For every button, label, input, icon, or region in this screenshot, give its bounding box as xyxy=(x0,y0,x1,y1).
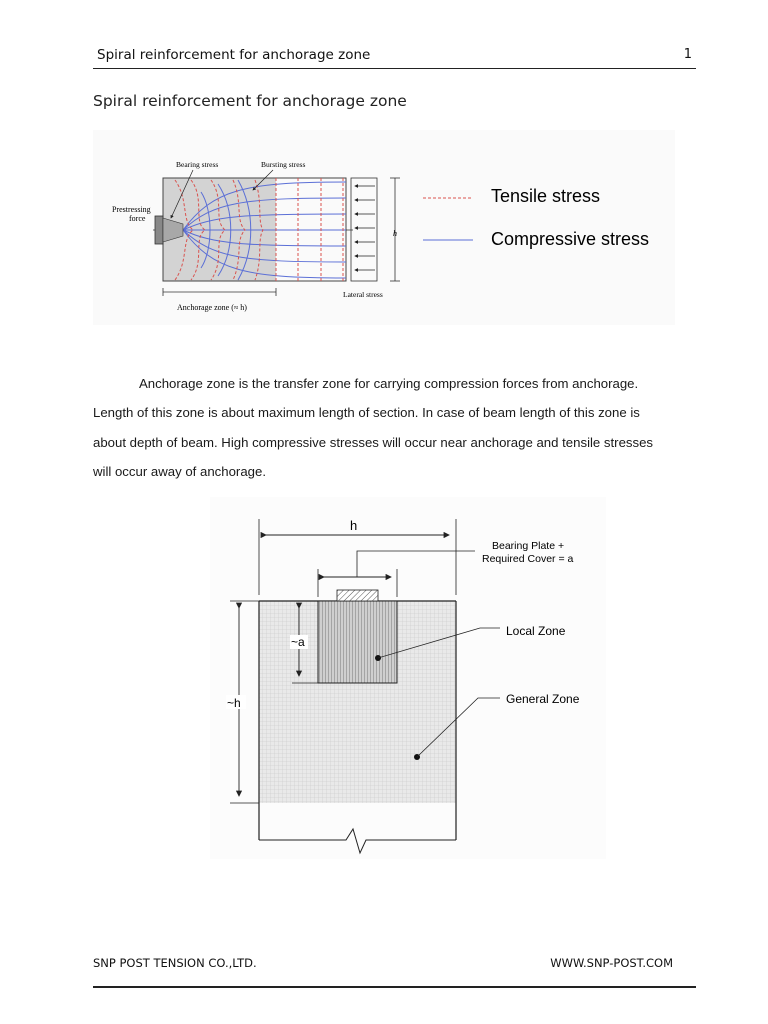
bursting-stress-label: Bursting stress xyxy=(261,160,306,169)
local-zone-area xyxy=(318,601,397,683)
h-label: h xyxy=(393,229,397,238)
legend-tensile-label: Tensile stress xyxy=(491,186,601,206)
lateral-stress-arrows xyxy=(355,186,375,270)
force-label: force xyxy=(129,214,146,223)
h-depth-label: ~h xyxy=(227,696,241,710)
footer-url: WWW.SNP-POST.COM xyxy=(550,956,673,970)
general-zone-label: General Zone xyxy=(506,692,580,706)
local-zone-label: Local Zone xyxy=(506,624,566,638)
h-top-label: h xyxy=(350,518,358,533)
document-title: Spiral reinforcement for anchorage zone xyxy=(93,92,407,110)
bearing-plate xyxy=(337,590,378,601)
zone-diagram xyxy=(210,497,606,859)
prestressing-label: Prestressing xyxy=(112,205,151,214)
bearing-plate-label-line1: Bearing Plate + xyxy=(492,540,565,552)
lateral-stress-label: Lateral stress xyxy=(343,290,383,299)
footer-company: SNP POST TENSION CO.,LTD. xyxy=(93,956,257,970)
bearing-stress-label: Bearing stress xyxy=(176,160,219,169)
page-header xyxy=(93,44,696,69)
bearing-plate-label-line2: Required Cover = a xyxy=(482,553,574,565)
anchorage-stress-figure xyxy=(93,130,675,325)
legend-compressive-label: Compressive stress xyxy=(491,229,650,249)
anchorage-zone-label: Anchorage zone (≈ h) xyxy=(177,303,247,312)
a-dimension-label: ~a xyxy=(291,635,305,649)
body-paragraph-text: Anchorage zone is the transfer zone for carrying compression forces from anchorage. Length of this zone is about maximum length of section. In case of beam length of this zone is about depth of beam. High compressive stresses will occur near anchorage and tensile stresses will occur away of anchorage. xyxy=(93,376,654,479)
page-footer xyxy=(93,952,696,988)
anchorage-stress-diagram xyxy=(93,130,675,325)
break-line xyxy=(259,829,456,853)
lateral-stress-block xyxy=(351,178,377,281)
page-number: 1 xyxy=(683,47,692,62)
zone-figure xyxy=(210,497,606,859)
header-title: Spiral reinforcement for anchorage zone xyxy=(97,47,371,63)
anchor-plate xyxy=(155,216,163,244)
body-paragraph xyxy=(93,369,673,486)
bearing-plate-leader xyxy=(357,551,475,577)
